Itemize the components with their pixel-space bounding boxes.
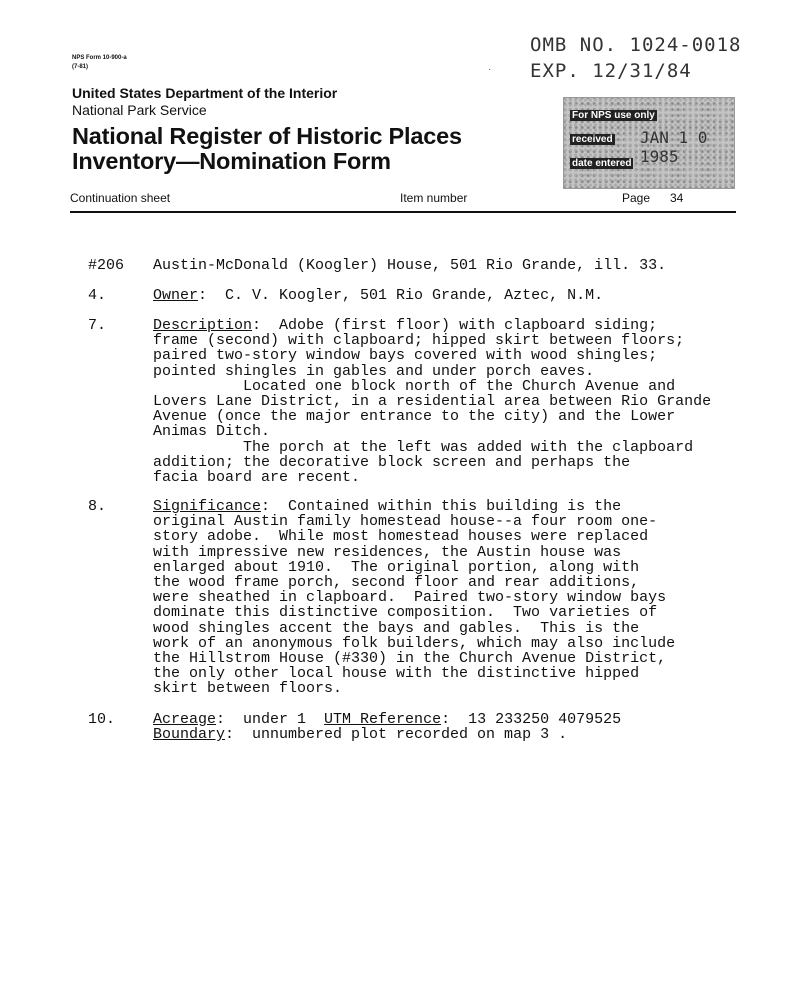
continuation-header — [70, 191, 736, 211]
entry-number: 4. — [88, 287, 107, 304]
significance-line: were sheathed in clapboard. Paired two-story window bays — [153, 589, 667, 607]
boundary-line — [153, 727, 621, 742]
stray-mark: · — [488, 64, 492, 75]
nps-use-label: For NPS use only — [572, 110, 655, 121]
acreage-value: : under 1 — [216, 711, 325, 728]
significance-line: original Austin family homestead house--a four room one- — [153, 513, 658, 531]
significance-label: Significance — [153, 498, 262, 515]
significance-block — [153, 499, 675, 697]
description-line: addition; the decorative block screen and perhaps the — [153, 453, 631, 471]
form-number — [72, 54, 127, 72]
acreage-block — [153, 712, 621, 742]
description-line: Avenue (once the major entrance to the city) and the Lower — [153, 408, 676, 426]
utm-label: UTM Reference — [324, 711, 442, 728]
owner-line — [153, 288, 603, 303]
significance-text: : Contained within this building is the — [261, 498, 622, 515]
description-line: Located one block north of the Church Avenue and — [153, 377, 676, 395]
entry-title: Austin-McDonald (Koogler) House, 501 Rio Grande, ill. 33. — [153, 257, 667, 274]
entry-number: 8. — [88, 498, 107, 515]
significance-line: work of an anonymous folk builders, which may also include — [153, 634, 676, 652]
description-first-line — [153, 318, 711, 333]
significance-line: skirt between floors. — [153, 680, 343, 698]
entry-number: 7. — [88, 317, 107, 334]
form-title-line1: National Register of Historic Places — [72, 123, 462, 149]
description-label: Description — [153, 317, 253, 334]
agency-name: National Park Service — [72, 102, 207, 118]
significance-line: with impressive new residences, the Austin house was — [153, 543, 622, 561]
description-text: : Adobe (first floor) with clapboard siding; — [252, 317, 658, 334]
description-line: Animas Ditch. — [153, 423, 271, 441]
omb-stamp — [530, 32, 741, 84]
significance-line: enlarged about 1910. The original portion, along with — [153, 558, 640, 576]
received-date: JAN 1 0 1985 — [640, 128, 708, 166]
significance-line: the Hillstrom House (#330) in the Church Avenue District, — [153, 650, 667, 668]
form-revision-line: (7-81) — [72, 64, 89, 70]
description-line: facia board are recent. — [153, 469, 361, 487]
description-line: The porch at the left was added with the clapboard — [153, 438, 694, 456]
nps-use-box — [563, 97, 735, 189]
significance-line: dominate this distinctive composition. Two varieties of — [153, 604, 658, 622]
utm-value: : 13 233250 4079525 — [441, 711, 622, 728]
owner-label: Owner — [153, 287, 199, 304]
description-line: frame (second) with clapboard; hipped skirt between floors; — [153, 332, 685, 350]
received-label: received — [572, 134, 613, 145]
significance-line: wood shingles accent the bays and gables. This is the — [153, 619, 640, 637]
entry-number: 10. — [88, 711, 116, 728]
acreage-label: Acreage — [153, 711, 217, 728]
date-entered-label: date entered — [572, 158, 632, 169]
continuation-label: Continuation sheet — [70, 191, 171, 205]
description-block — [153, 318, 711, 485]
significance-line: story adobe. While most homestead houses were replaced — [153, 528, 649, 546]
omb-expiration: EXP. 12/31/84 — [530, 60, 692, 82]
form-title — [72, 124, 462, 174]
omb-number: OMB NO. 1024-0018 — [530, 34, 742, 56]
page-label: Page — [622, 191, 651, 205]
boundary-label: Boundary — [153, 726, 226, 744]
form-number-line: NPS Form 10-900-a — [72, 55, 127, 61]
form-title-line2: Inventory—Nomination Form — [72, 148, 391, 174]
page-number: 34 — [670, 191, 684, 205]
owner-value: : C. V. Koogler, 501 Rio Grande, Aztec, N.M. — [198, 287, 604, 304]
description-line: paired two-story window bays covered with wood shingles; — [153, 347, 658, 365]
description-line: pointed shingles in gables and under porch eaves. — [153, 362, 595, 380]
item-number-label: Item number — [400, 191, 468, 205]
acreage-line — [153, 712, 621, 727]
significance-line: the wood frame porch, second floor and rear additions, — [153, 574, 640, 592]
significance-first-line — [153, 499, 675, 514]
description-line: Lovers Lane District, in a residential area between Rio Grande — [153, 393, 712, 411]
header-rule — [70, 211, 736, 213]
boundary-value: : unnumbered plot recorded on map 3 . — [225, 726, 568, 744]
entry-number: #206 — [88, 257, 125, 274]
department-name: United States Department of the Interior — [72, 85, 338, 101]
significance-line: the only other local house with the distinctive hipped — [153, 665, 640, 683]
